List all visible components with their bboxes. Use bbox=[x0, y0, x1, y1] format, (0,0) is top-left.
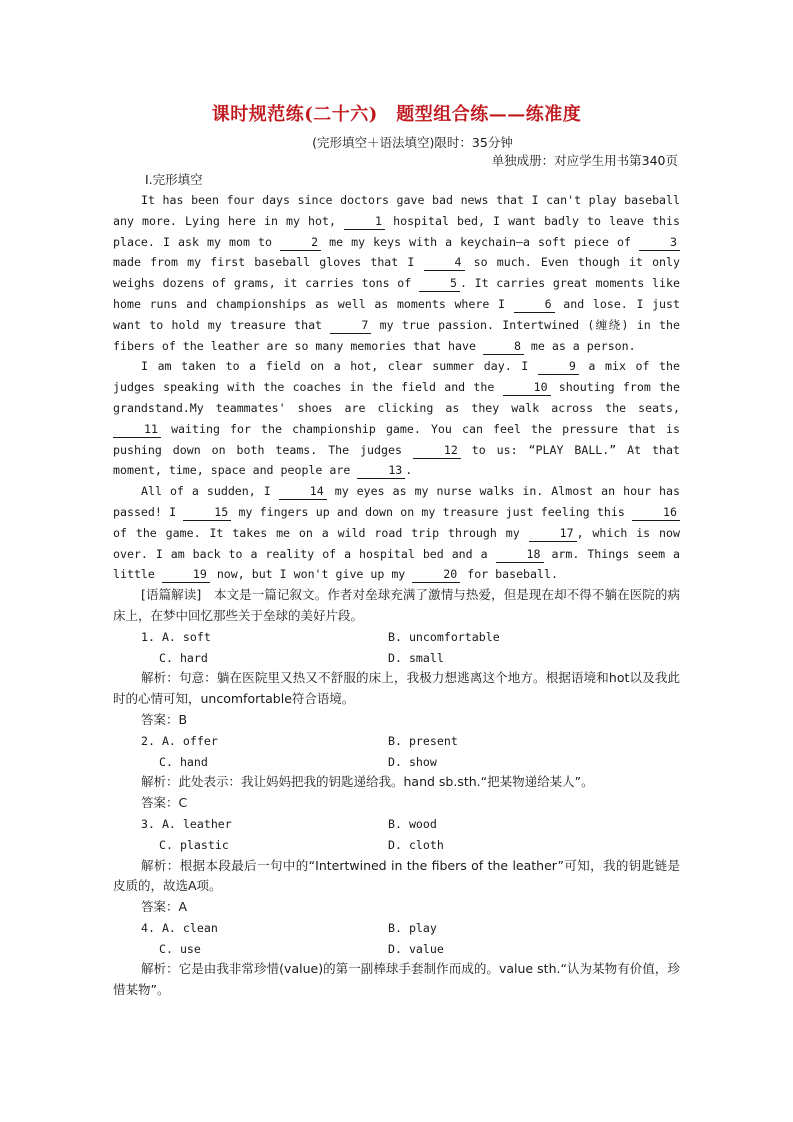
book-reference: 单独成册：对应学生用书第340页 bbox=[491, 153, 678, 168]
passage-paragraph-3: All of a sudden, I 14 my eyes as my nurse walks in. Almost an hour has passed! I 15 my fingers up and down on my treasure just feeling this 16 of the game. It takes me on a wild road trip through my 17 , which is now over. I am back to a reality of a hospital bed and a 18 arm. Things seem a little 19 now, but I won't give up my 20 for baseball. bbox=[113, 484, 680, 582]
blank-3: 3 bbox=[639, 235, 680, 251]
passage-paragraph-1: It has been four days since doctors gave bad news that I can't play baseball any more. Lying here in my hot, 1 hospital bed, I want badly to leave this place. I ask my mom to 2 me my keys with a keychain—a soft piece of 3 made from my first baseball gloves that I 4 so much. Even though it only weighs dozens of grams, it carries tons of 5 . It carries great moments like home runs and championships as well as moments where I 6 and lose. I just want to hold my treasure that 7 my true passion. Intertwined (缠绕) in the fibers of the leather are so many memories that have 8 me as a person. bbox=[113, 193, 680, 353]
blank-6: 6 bbox=[514, 297, 555, 313]
question-1-analysis: 解析：句意：躺在医院里又热又不舒服的床上，我极力想逃离这个地方。根据语境和hot以及我此时的心情可知，uncomfortable符合语境。 bbox=[113, 670, 680, 707]
question-4-options-ab: 4. A. clean B. play bbox=[141, 920, 437, 935]
blank-20: 20 bbox=[412, 567, 460, 583]
blank-16: 16 bbox=[632, 505, 680, 521]
question-3-options-ab: 3. A. leather B. wood bbox=[141, 816, 437, 831]
question-4-analysis: 解析：它是由我非常珍惜(value)的第一副棒球手套制作而成的。value sth.“认为某物有价值，珍惜某物”。 bbox=[113, 961, 680, 998]
question-3-analysis: 解析：根据本段最后一句中的“Intertwined in the fibers of the leather”可知，我的钥匙链是皮质的，故选A项。 bbox=[113, 857, 680, 894]
blank-7: 7 bbox=[330, 318, 371, 334]
blank-12: 12 bbox=[413, 443, 461, 459]
blank-13: 13 bbox=[357, 463, 405, 479]
question-4-options-cd: C. use D. value bbox=[159, 941, 444, 956]
question-3-answer: 答案：A bbox=[141, 899, 188, 915]
blank-19: 19 bbox=[162, 567, 210, 583]
blank-5: 5 bbox=[419, 276, 460, 292]
question-2-analysis: 解析：此处表示：我让妈妈把我的钥匙递给我。hand sb.sth.“把某物递给某人”。 bbox=[141, 774, 594, 790]
question-2-options-ab: 2. A. offer B. present bbox=[141, 733, 458, 748]
blank-8: 8 bbox=[483, 339, 524, 355]
question-3-options-cd: C. plastic D. cloth bbox=[159, 837, 444, 852]
blank-9: 9 bbox=[538, 359, 579, 375]
blank-10: 10 bbox=[503, 380, 551, 396]
blank-4: 4 bbox=[424, 255, 465, 271]
question-1-options-cd: C. hard D. small bbox=[159, 650, 444, 665]
blank-2: 2 bbox=[280, 235, 321, 251]
section-title: Ⅰ.完形填空 bbox=[145, 172, 203, 187]
question-2-options-cd: C. hand D. show bbox=[159, 754, 437, 769]
page-title: 课时规范练(二十六) 题型组合练——练准度 bbox=[211, 104, 582, 125]
blank-14: 14 bbox=[279, 484, 327, 500]
question-1-options-ab: 1. A. soft B. uncomfortable bbox=[141, 629, 500, 644]
page-subtitle: (完形填空＋语法填空)限时：35分钟 bbox=[312, 135, 513, 150]
question-2-answer: 答案：C bbox=[141, 795, 188, 811]
blank-11: 11 bbox=[113, 422, 161, 438]
question-1-answer: 答案：B bbox=[141, 711, 188, 727]
blank-17: 17 bbox=[529, 526, 577, 542]
blank-1: 1 bbox=[344, 214, 385, 230]
blank-15: 15 bbox=[183, 505, 231, 521]
passage-paragraph-2: I am taken to a field on a hot, clear summer day. I 9 a mix of the judges speaking with the coaches in the field and the 10 shouting from the grandstand.My teammates' shoes are clicking as they walk across the seats, 11 waiting for the championship game. You can feel the pressure that is pushing down on both teams. The judges 12 to us: “PLAY BALL.” At that moment, time, space and people are 13 . bbox=[113, 359, 681, 478]
reading-note: [语篇解读] 本文是一篇记叙文。作者对垒球充满了激情与热爱，但是现在却不得不躺在医院的病床上，在梦中回忆那些关于垒球的美好片段。 bbox=[113, 587, 680, 623]
blank-18: 18 bbox=[496, 547, 544, 563]
